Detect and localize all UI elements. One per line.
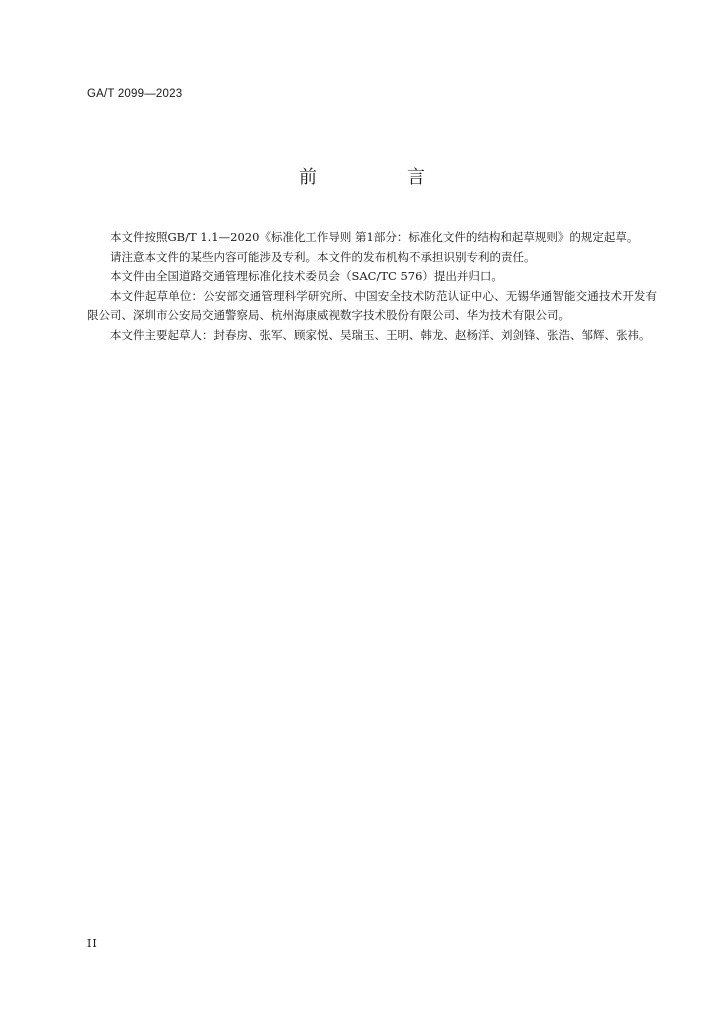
section-title: 前 言	[299, 167, 461, 188]
page-number: II	[87, 937, 98, 950]
paragraph-drafting-rules: 本文件按照GB/T 1.1—2020《标准化工作导则 第1部分：标准化文件的结构和起草规则》的规定起草。	[110, 230, 639, 244]
paragraph-main-drafters: 本文件主要起草人：封春房、张军、顾家悦、吴瑞玉、王明、韩龙、赵杨洋、刘剑锋、张浩、邹辉、张祎。	[110, 327, 651, 342]
paragraph-drafting-organizations: 本文件起草单位：公安部交通管理科学研究所、中国安全技术防范认证中心、无锡华通智能交通技术开发有限公司、深圳市公安局交通警察局、杭州海康威视数字技术股份有限公司、华为技术有限公司。	[87, 288, 657, 323]
paragraph-proposer: 本文件由全国道路交通管理标准化技术委员会（SAC/TC 576）提出并归口。	[110, 269, 503, 284]
foreword-body	[87, 228, 657, 346]
document-standard-code: GA/T 2099—2023	[87, 88, 183, 100]
paragraph-patent-notice: 请注意本文件的某些内容可能涉及专利。本文件的发布机构不承担识别专利的责任。	[110, 249, 536, 264]
